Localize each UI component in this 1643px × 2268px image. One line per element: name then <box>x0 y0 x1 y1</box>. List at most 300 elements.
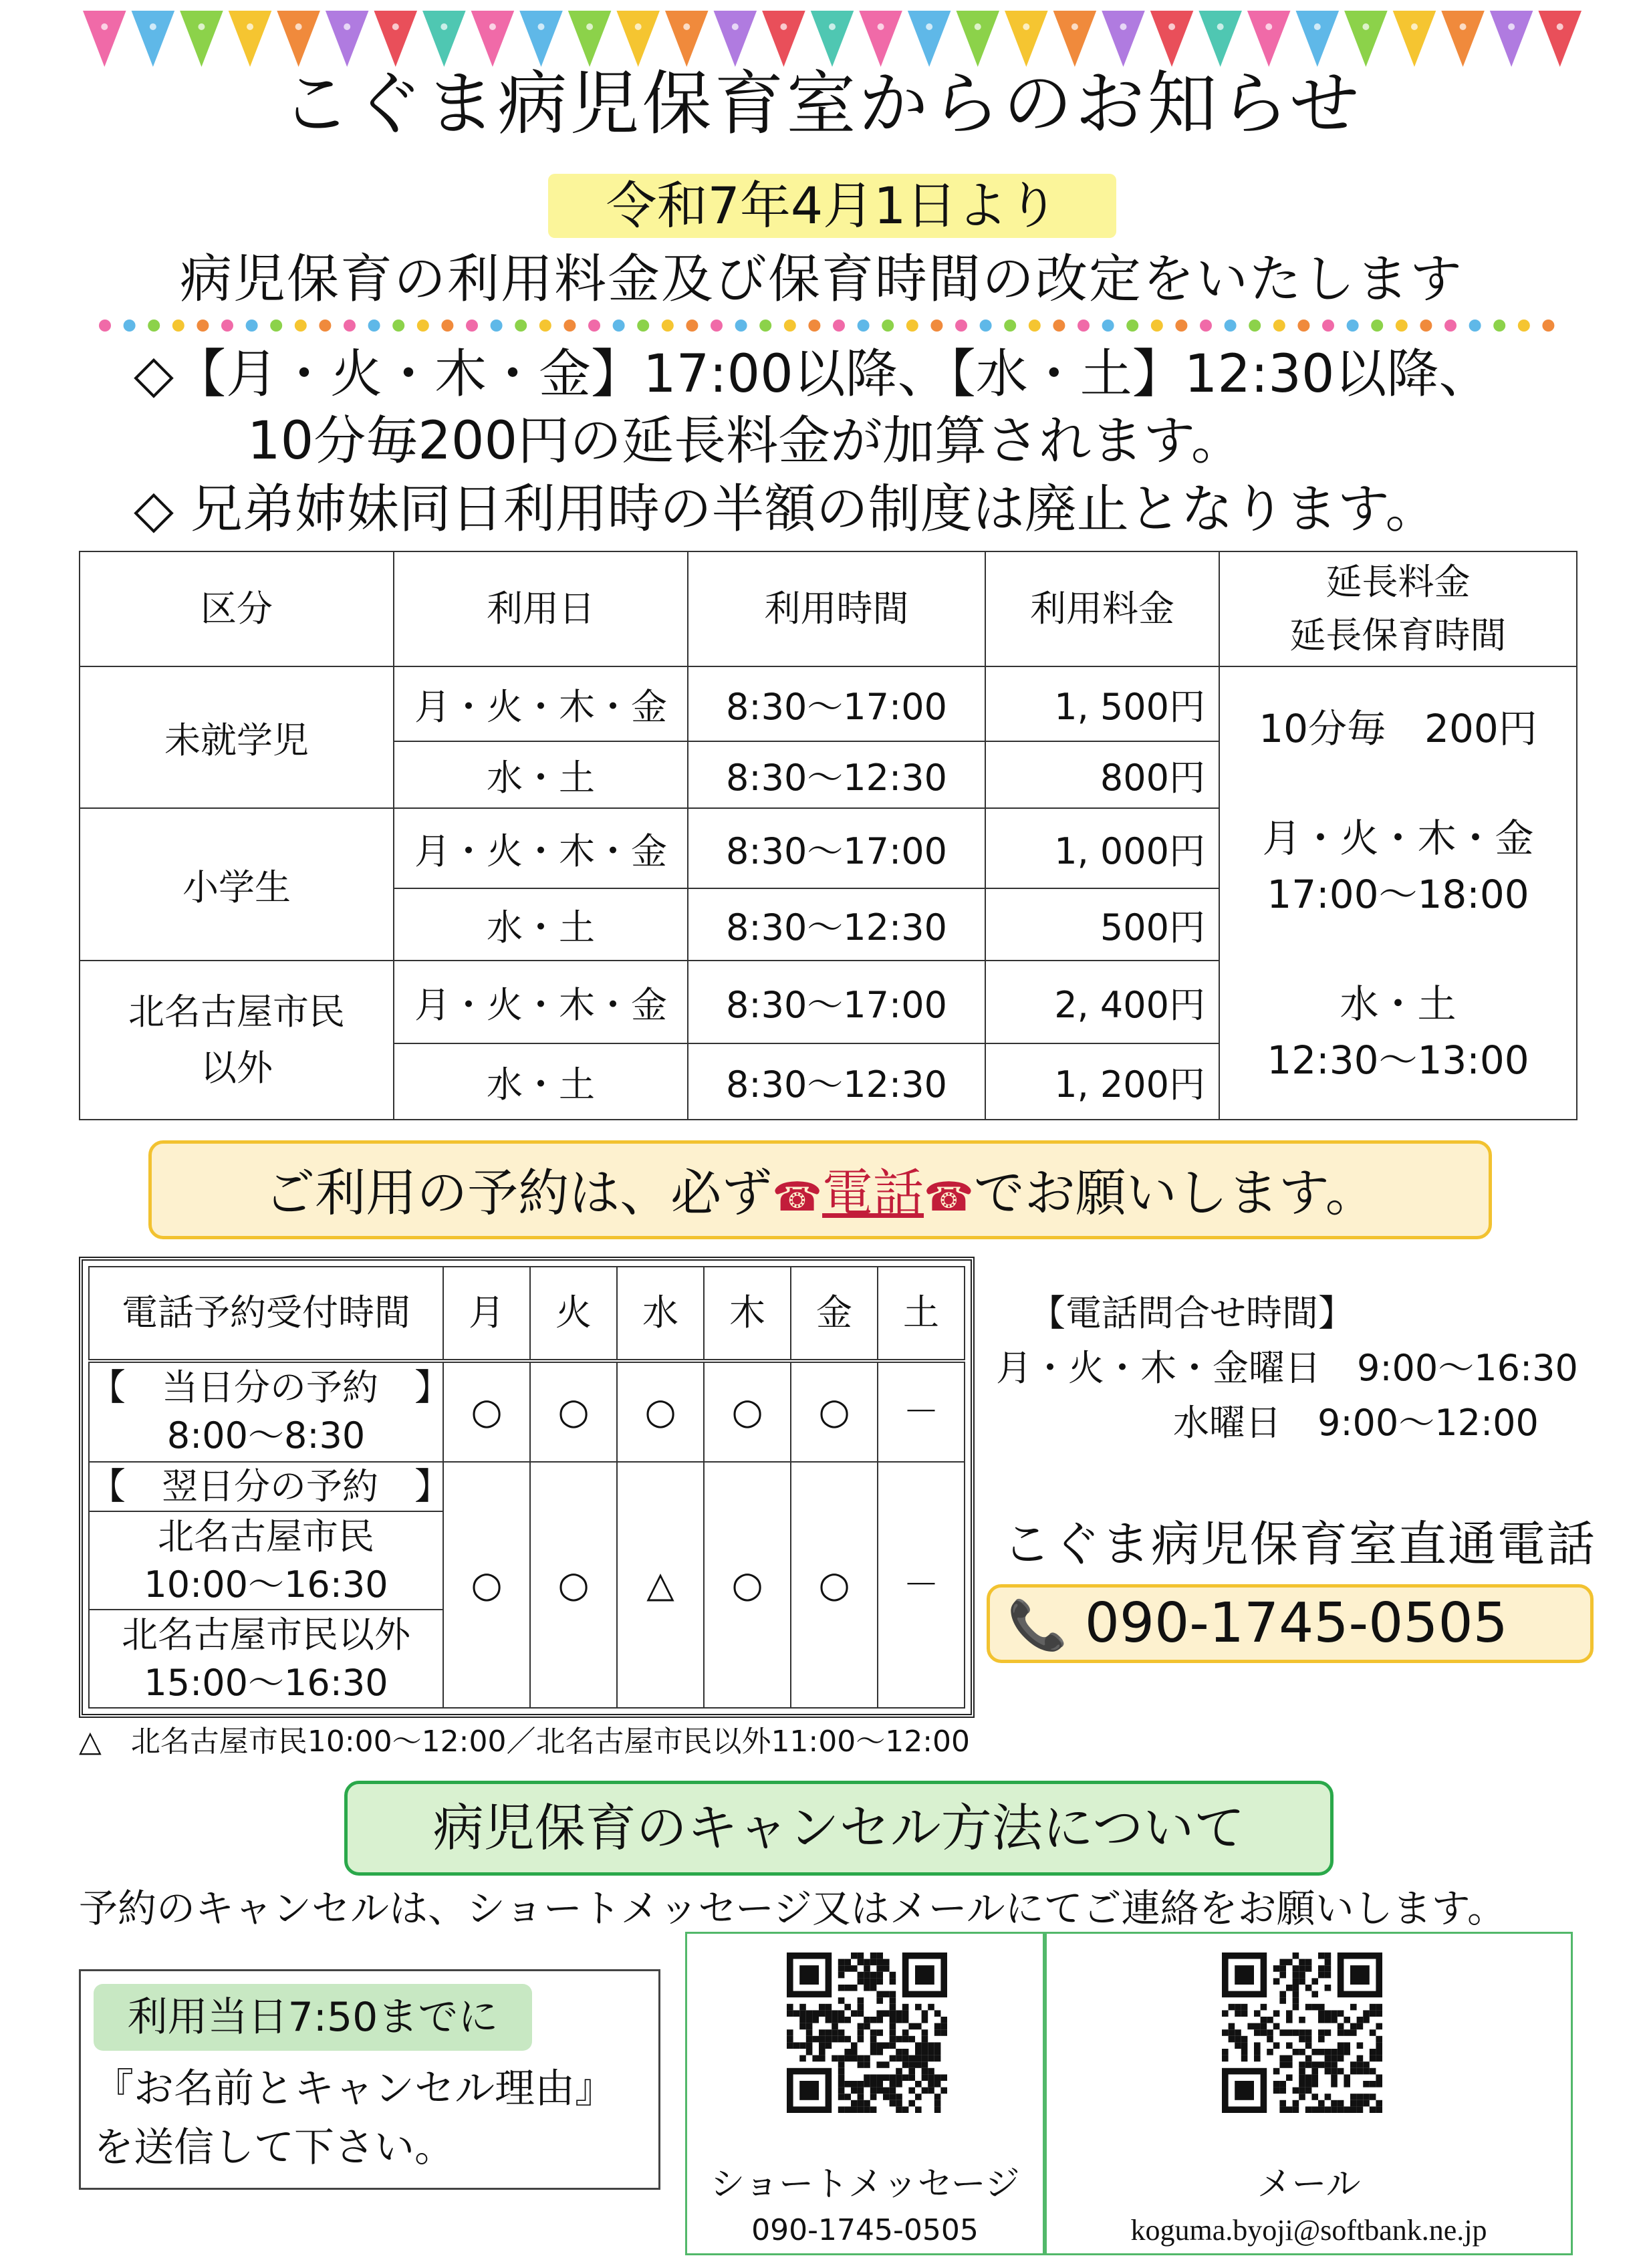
qr-module <box>896 2055 902 2062</box>
divider-dot <box>1420 320 1432 332</box>
qr-module <box>1235 2036 1241 2043</box>
mail-address: koguma.byoji@softbank.ne.jp <box>1130 2214 1487 2247</box>
qr-module <box>1279 2100 1286 2107</box>
qr-module <box>1229 2029 1235 2036</box>
qr-module <box>870 1978 877 1985</box>
qr-module <box>883 1959 890 1966</box>
qr-module <box>1370 2094 1376 2100</box>
qr-module <box>1241 2049 1248 2055</box>
table-cell-days: 月・火・木・金 <box>394 666 688 741</box>
dotted-divider <box>97 318 1574 334</box>
bunting-flag-dot <box>1120 23 1126 30</box>
qr-module <box>1273 2081 1280 2088</box>
qr-module <box>940 2023 947 2030</box>
qr-module <box>838 2068 845 2075</box>
bunting-flag <box>811 11 854 67</box>
divider-dot <box>858 320 870 332</box>
qr-module <box>858 1972 864 1979</box>
divider-dot <box>1347 320 1359 332</box>
reserve-text-before: ご利用の予約は、必ず <box>264 1163 773 1223</box>
qr-module <box>1299 2036 1305 2043</box>
qr-module <box>922 2068 928 2075</box>
qr-module <box>1370 2029 1376 2036</box>
direct-phone-box <box>987 1584 1594 1663</box>
qr-module <box>1293 2100 1299 2107</box>
sms-label: ショートメッセージ <box>710 2164 1020 2204</box>
bunting-flag <box>1490 11 1533 67</box>
qr-module <box>793 2042 800 2049</box>
qr-module <box>934 2029 941 2036</box>
availability-mark: ○ <box>530 1462 617 1708</box>
qr-module <box>922 2088 928 2094</box>
qr-module <box>1331 2055 1338 2062</box>
mail-qr-code-icon[interactable] <box>1222 1952 1382 2113</box>
qr-module <box>896 2049 902 2055</box>
bunting-flag <box>1247 11 1291 67</box>
divider-dot <box>882 320 894 332</box>
qr-module <box>1286 2074 1293 2081</box>
divider-dot <box>1371 320 1383 332</box>
qr-module <box>1376 2036 1382 2043</box>
nonresident-time: 15:00〜16:30 <box>144 1661 388 1704</box>
qr-module <box>934 2100 941 2107</box>
reservation-schedule-box <box>79 1257 975 1718</box>
header-extension <box>1219 551 1577 666</box>
qr-module <box>851 1965 858 1972</box>
qr-module <box>832 2023 838 2030</box>
qr-module <box>1325 2094 1332 2100</box>
qr-module <box>1370 2049 1376 2055</box>
qr-module <box>864 2023 870 2030</box>
next-day-label: 【 翌日分の予約 】 <box>89 1462 443 1511</box>
qr-module <box>799 2010 806 2017</box>
divider-dot <box>344 320 356 332</box>
qr-module <box>1293 1997 1299 2004</box>
qr-module <box>838 1985 845 1991</box>
bunting-flag <box>1053 11 1097 67</box>
qr-module <box>1299 2081 1305 2088</box>
qr-module <box>896 2074 902 2081</box>
qr-module <box>934 2081 941 2088</box>
qr-module <box>1376 2023 1382 2030</box>
qr-module <box>890 1978 896 1985</box>
qr-module <box>844 2106 851 2113</box>
qr-module <box>1376 2100 1382 2107</box>
qr-module <box>902 2061 909 2068</box>
qr-module <box>1363 2100 1370 2107</box>
divider-dot <box>392 320 404 332</box>
qr-module <box>940 2029 947 2036</box>
qr-module <box>864 1965 870 1972</box>
qr-module <box>812 2055 819 2062</box>
qr-module <box>922 2042 928 2049</box>
qr-module <box>1318 2017 1325 2023</box>
divider-dot <box>1004 320 1016 332</box>
qr-module <box>858 2023 864 2030</box>
sms-qr-code-icon[interactable] <box>787 1952 947 2113</box>
qr-module <box>1376 2049 1382 2055</box>
qr-module <box>890 2100 896 2107</box>
qr-module <box>1235 2081 1254 2100</box>
qr-module <box>799 2004 806 2011</box>
qr-module <box>1331 2074 1338 2081</box>
inquiry-hours-wednesday: 水曜日 9:00〜12:00 <box>1173 1402 1539 1444</box>
qr-module <box>819 2055 826 2062</box>
qr-module <box>1325 1965 1332 1972</box>
qr-module <box>915 1965 934 1985</box>
qr-module <box>1293 1978 1299 1985</box>
qr-module <box>864 2100 870 2107</box>
divider-dot <box>172 320 184 332</box>
qr-module <box>1338 2042 1344 2049</box>
header-ext-line1: 延長料金 <box>1325 561 1471 603</box>
qr-module <box>902 2074 909 2081</box>
qr-module <box>838 2081 845 2088</box>
qr-module <box>1318 2100 1325 2107</box>
bunting-flag-dot <box>489 23 496 30</box>
qr-module <box>876 2042 883 2049</box>
qr-module <box>787 2029 793 2036</box>
qr-module <box>896 2036 902 2043</box>
qr-module <box>806 2017 813 2023</box>
reserve-phone-word: 電話 <box>822 1163 924 1223</box>
qr-module <box>1357 2023 1364 2030</box>
qr-module <box>1293 2106 1299 2113</box>
divider-dot <box>563 320 576 332</box>
qr-module <box>922 2029 928 2036</box>
table-cell-hours: 8:30〜17:00 <box>688 666 985 741</box>
qr-module <box>1286 2106 1293 2113</box>
qr-module <box>1350 2106 1357 2113</box>
qr-module <box>1305 1985 1312 1991</box>
header-hours: 利用時間 <box>688 551 985 666</box>
qr-module <box>1376 2055 1382 2062</box>
divider-dot <box>930 320 942 332</box>
qr-module <box>799 2017 806 2023</box>
qr-module <box>870 2017 877 2023</box>
divider-dot <box>417 320 429 332</box>
phone-handset-icon: 📞 <box>1007 1597 1067 1653</box>
sms-number: 090-1745-0505 <box>751 2213 979 2247</box>
qr-module <box>922 2036 928 2043</box>
divider-dot <box>980 320 992 332</box>
page-title: こぐま病児保育室からのお知らせ <box>281 63 1362 144</box>
qr-module <box>1293 1972 1299 1979</box>
qr-module <box>787 2004 793 2011</box>
qr-module <box>819 2029 826 2036</box>
qr-module <box>1293 1991 1299 1998</box>
qr-module <box>1286 1985 1293 1991</box>
qr-module <box>1318 2029 1325 2036</box>
divider-dot <box>515 320 527 332</box>
day-header: 火 <box>530 1267 617 1361</box>
day-header: 木 <box>704 1267 791 1361</box>
qr-module <box>1273 1965 1280 1972</box>
bunting-flag-dot <box>1411 23 1418 30</box>
qr-module <box>864 2074 870 2081</box>
divider-dot <box>1151 320 1163 332</box>
qr-module <box>1318 1965 1325 1972</box>
qr-module <box>1350 2061 1357 2068</box>
qr-module <box>819 2042 826 2049</box>
qr-module <box>806 2036 813 2043</box>
qr-module <box>890 2088 896 2094</box>
bunting-flag-dot <box>392 23 399 30</box>
divider-dot <box>1126 320 1138 332</box>
qr-module <box>864 2106 870 2113</box>
bunting-flag <box>665 11 709 67</box>
bunting-flag-dot <box>1362 23 1369 30</box>
qr-module <box>858 2100 864 2107</box>
qr-module <box>896 2010 902 2017</box>
qr-module <box>1370 2010 1376 2017</box>
qr-module <box>1299 2017 1305 2023</box>
group-non-resident <box>80 961 394 1120</box>
divider-dot <box>1493 320 1505 332</box>
note-sibling-discount: ◇ 兄弟姉妹同日利用時の半額の制度は廃止となります。 <box>134 479 1438 539</box>
qr-module <box>1370 2081 1376 2088</box>
table-cell-fee: 1, 200円 <box>985 1043 1219 1120</box>
qr-module <box>832 2029 838 2036</box>
bunting-flag-dot <box>878 23 884 30</box>
qr-module <box>844 2094 851 2100</box>
qr-module <box>1235 2029 1241 2036</box>
bunting-flag <box>1296 11 1340 67</box>
qr-module <box>940 2074 947 2081</box>
divider-dot <box>955 320 967 332</box>
qr-module <box>1344 2106 1350 2113</box>
qr-module <box>1222 2049 1229 2055</box>
cancel-description: 予約のキャンセルは、ショートメッセージ又はメールにてご連絡をお願いします。 <box>79 1886 1506 1931</box>
qr-module <box>826 2042 832 2049</box>
bunting-flag-dot <box>1023 23 1029 30</box>
divider-dot <box>1444 320 1457 332</box>
fee-table <box>79 551 1577 1120</box>
qr-module <box>858 2094 864 2100</box>
qr-module <box>1325 2017 1332 2023</box>
reservation-schedule-table <box>88 1266 965 1709</box>
qr-module <box>851 2106 858 2113</box>
qr-module <box>890 2042 896 2049</box>
qr-module <box>864 1985 870 1991</box>
qr-module <box>1318 1972 1325 1979</box>
divider-dot <box>1297 320 1309 332</box>
bunting-flag <box>956 11 999 67</box>
qr-module <box>1279 1959 1286 1966</box>
qr-module <box>787 2010 793 2017</box>
qr-module <box>851 1952 858 1959</box>
bunting-flag <box>1150 11 1194 67</box>
qr-module <box>1325 2055 1332 2062</box>
table-cell-fee: 500円 <box>985 888 1219 961</box>
qr-module <box>851 2042 858 2049</box>
nonresident-cell <box>89 1610 443 1708</box>
group-elementary: 小学生 <box>80 808 394 961</box>
qr-module <box>1350 2094 1357 2100</box>
qr-module <box>1338 2068 1344 2075</box>
qr-module <box>1299 2029 1305 2036</box>
bunting-flag-dot <box>780 23 787 30</box>
bunting-flag-dot <box>1265 23 1272 30</box>
bunting-flag <box>1538 11 1582 67</box>
qr-module <box>1279 2055 1286 2062</box>
table-cell-fee: 1, 000円 <box>985 808 1219 888</box>
qr-module <box>1311 2106 1318 2113</box>
bunting-flag <box>180 11 223 67</box>
availability-mark: ○ <box>443 1462 530 1708</box>
divider-dot <box>906 320 918 332</box>
availability-mark: ○ <box>617 1361 704 1462</box>
divider-dot <box>148 320 160 332</box>
qr-module <box>799 2055 806 2062</box>
qr-module <box>1363 2061 1370 2068</box>
divider-dot <box>1396 320 1408 332</box>
qr-module <box>1370 2106 1376 2113</box>
inquiry-hours-weekday: 月・火・木・金曜日 9:00〜16:30 <box>996 1347 1578 1389</box>
qr-module <box>1311 2068 1318 2075</box>
qr-module <box>922 2055 928 2062</box>
qr-module <box>934 2055 941 2062</box>
qr-module <box>1376 2081 1382 2088</box>
qr-module <box>1331 2106 1338 2113</box>
divider-dot <box>833 320 845 332</box>
qr-module <box>1350 2029 1357 2036</box>
divider-dot <box>1542 320 1554 332</box>
bunting-flag <box>1344 11 1388 67</box>
divider-dot <box>759 320 771 332</box>
qr-module <box>1254 2055 1261 2062</box>
qr-module <box>832 2017 838 2023</box>
qr-module <box>1344 2081 1350 2088</box>
qr-module <box>1235 1965 1254 1985</box>
divider-dot <box>1225 320 1237 332</box>
availability-mark: △ <box>617 1462 704 1708</box>
qr-module <box>851 2088 858 2094</box>
header-ext-line2: 延長保育時間 <box>1289 614 1507 656</box>
divider-dot <box>1273 320 1285 332</box>
qr-module <box>1267 2017 1273 2023</box>
cancel-deadline: 利用当日7:50までに <box>94 1984 532 2051</box>
qr-module <box>890 2081 896 2088</box>
qr-module <box>915 2106 922 2113</box>
bunting-flag-dot <box>1168 23 1175 30</box>
qr-module <box>934 2042 941 2049</box>
triangle-footnote: △ 北名古屋市民10:00〜12:00／北名古屋市民以外11:00〜12:00 <box>79 1725 971 1759</box>
qr-module <box>1273 2088 1280 2094</box>
bunting-flag <box>132 11 175 67</box>
qr-module <box>1311 2081 1318 2088</box>
qr-module <box>1222 2029 1229 2036</box>
qr-module <box>890 1991 896 1998</box>
qr-module <box>1279 1965 1286 1972</box>
qr-module <box>819 2036 826 2043</box>
qr-module <box>870 2036 877 2043</box>
qr-module <box>1331 2100 1338 2107</box>
qr-module <box>844 2017 851 2023</box>
qr-module <box>858 2081 864 2088</box>
qr-module <box>838 2074 845 2081</box>
divider-dot <box>1102 320 1114 332</box>
qr-module <box>1376 2106 1382 2113</box>
qr-module <box>883 1991 890 1998</box>
qr-module <box>915 2049 922 2055</box>
qr-module <box>844 2049 851 2055</box>
qr-module <box>806 2049 813 2055</box>
qr-module <box>902 2049 909 2055</box>
cancel-method-banner: 病児保育のキャンセル方法について <box>344 1781 1334 1876</box>
qr-module <box>902 2036 909 2043</box>
qr-module <box>896 2068 902 2075</box>
qr-module <box>1305 2042 1312 2049</box>
qr-module <box>838 1997 845 2004</box>
qr-module <box>1338 2100 1344 2107</box>
qr-module <box>799 1965 819 1985</box>
extension-weekday-time: 17:00〜18:00 <box>1267 872 1529 917</box>
qr-module <box>876 2017 883 2023</box>
qr-module <box>1318 2004 1325 2011</box>
bunting-flag <box>1005 11 1048 67</box>
qr-module <box>1325 1972 1332 1979</box>
qr-module <box>806 2023 813 2030</box>
qr-module <box>1299 2094 1305 2100</box>
qr-module <box>883 2074 890 2081</box>
availability-mark: － <box>878 1462 965 1708</box>
qr-module <box>890 1972 896 1979</box>
direct-phone-label: こぐま病児保育室直通電話 <box>1003 1516 1597 1572</box>
nonresident-label: 北名古屋市民以外 <box>122 1613 410 1656</box>
telephone-icon: ☎ <box>772 1174 823 1221</box>
qr-module <box>902 2004 909 2011</box>
qr-module <box>896 2106 902 2113</box>
qr-module <box>890 2029 896 2036</box>
qr-module <box>1305 2061 1312 2068</box>
qr-module <box>858 1952 864 1959</box>
bunting-flag <box>908 11 951 67</box>
qr-module <box>838 1972 845 1979</box>
qr-module <box>844 2036 851 2043</box>
qr-module <box>876 2088 883 2094</box>
qr-module <box>934 2023 941 2030</box>
qr-module <box>902 2010 909 2017</box>
qr-module <box>1293 1985 1299 1991</box>
qr-module <box>858 2061 864 2068</box>
qr-module <box>1299 2049 1305 2055</box>
qr-module <box>1241 2042 1248 2049</box>
bunting-flag <box>422 11 466 67</box>
qr-module <box>1311 2074 1318 2081</box>
qr-module <box>902 2029 909 2036</box>
qr-module <box>1229 2036 1235 2043</box>
qr-module <box>1241 2004 1248 2011</box>
divider-dot <box>124 320 136 332</box>
qr-module <box>876 1972 883 1979</box>
qr-module <box>1357 2106 1364 2113</box>
qr-module <box>1370 2068 1376 2075</box>
qr-module <box>1350 1965 1370 1985</box>
table-cell-fee: 800円 <box>985 741 1219 808</box>
qr-module <box>819 2049 826 2055</box>
qr-module <box>806 2042 813 2049</box>
reserve-by-phone-banner <box>148 1140 1492 1239</box>
qr-module <box>1279 1997 1286 2004</box>
divider-dot <box>686 320 698 332</box>
qr-module <box>915 2055 922 2062</box>
qr-module <box>934 2106 941 2113</box>
qr-module <box>832 2055 838 2062</box>
bunting-flag <box>859 11 902 67</box>
mail-contact-card <box>1045 1932 1573 2255</box>
qr-module <box>876 2029 883 2036</box>
